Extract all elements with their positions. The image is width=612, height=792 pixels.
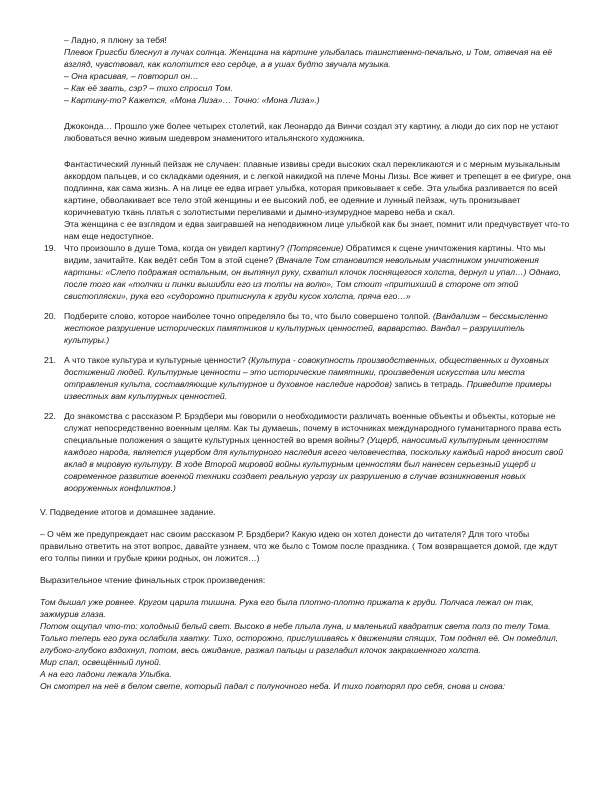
question-item (44, 310, 572, 346)
paragraph-landscape: Фантастический лунный пейзаж не случаен: плавные извивы среди высоких скал перекликаются и с мерным музыкальным аккордом пальцев, и со складками одеяния, и с легкой накидкой на плече Моны Лизы. Все живет и трепещет в ее фигуре, она подлинна, как сама жизнь. А на лице ее едва играет улыбка, которая приковывает к себе. Эта улыбка разливается по всей картине, обволакивает все тело этой женщины и ее высокий лоб, ее одеяние и лунный пейзаж, чуть пронизывает коричневатую ткань платья с золотистыми переливами и дымно-изумрудное марево неба и скал. (64, 159, 571, 217)
dialog-line: Плевок Григсби блеснул в лучах солнца. Женщина на картине улыбалась таинственно-печально, и Том, отвечая на её взгляд, чувствовал, как колотится его сердце, а в ушах будто звучала музыка. (64, 47, 553, 69)
question-number: 19. (44, 243, 56, 253)
dialog-line: – Ладно, я плюну за тебя! (64, 35, 167, 45)
question-item (44, 242, 572, 302)
dialog-line: – Как её звать, сэр? – тихо спросил Том. (64, 83, 233, 93)
question-text: До знакомства с рассказом Р. Брэдбери мы говорили о необходимости различать военные объекты и объекты, которые не служат непосредственно военным целям. Как ты думаешь, почему в источниках международного гуманитарного права есть специальные положения о защите культурных ценностей во время войны? (Ущерб, наносимый культурным ценностям каждого народа, является ущербом для культурного наследия всего человечества, поскольку каждый народ вносит свой вклад в мировую культуру. В ходе Второй мировой войны культурным ценностям был нанесен серьезный ущерб и современное развитие военной техники создает реальную угрозу их разрушению в случае возникновения новых вооруженных конфликтов.) (64, 411, 563, 493)
final-line: А на его ладони лежала Улыбка. (40, 669, 172, 679)
question-text: А что такое культура и культурные ценности? (Культура - совокупность производственных, общественных и духовных достижений людей. Культурные ценности – это исторические памятники, произведения искусства или места отправления культа, составляющие культурное и духовное наследие народов) запись в тетрадь. Приведите примеры известных вам культурных ценностей. (64, 355, 552, 401)
question-number: 22. (44, 411, 56, 421)
reading-label: Выразительное чтение финальных строк произведения: (40, 575, 266, 585)
question-item (44, 410, 572, 494)
question-item (44, 354, 572, 402)
dialog-block (64, 34, 572, 106)
section-intro: – О чём же предупреждает нас своим рассказом Р. Брэдбери? Какую идею он хотел донести до читателя? Для того чтобы правильно ответить на этот вопрос, давайте узнаем, что же было с Томом после праздника. ( Том возвращается домой, где ждут его толпы пинки и грубые крики родных, он ложится…) (40, 529, 558, 563)
question-number: 21. (44, 355, 56, 365)
final-line: Мир спал, освещённый луной. (40, 657, 162, 667)
paragraph-gioconda: Джоконда… Прошло уже более четырех столетий, как Леонардо да Винчи создал эту картину, а люди до сих пор не устают любоваться вечно живым шедевром знаменитого итальянского художника. (64, 121, 559, 143)
question-text: Подберите слово, которое наиболее точно определяло бы то, что было совершено толпой. (Вандализм – бессмысленно жестокое разрушение исторических памятников и культурных ценностей, варварство. Вандал – разрушитель культуры.) (64, 311, 548, 345)
final-lines (40, 596, 572, 692)
section-title: V. Подведение итогов и домашнее задание. (40, 507, 216, 517)
final-line: Том дышал уже ровнее. Кругом царила тишина. Рука его была плотно-плотно прижата к груди. Полчаса лежал он так, зажмурив глаза. (40, 597, 534, 619)
dialog-line: – Картину-то? Кажется, «Мона Лиза»… Точно: «Мона Лиза».) (64, 95, 320, 105)
final-line: Он смотрел на неё в белом свете, который падал с полуночного неба. И тихо повторял про себя, снова и снова: (40, 681, 506, 691)
paragraph-gaze: Эта женщина с ее взглядом и едва заигравшей на неподвижном лице улыбкой как бы знает, помнит или предчувствует что-то нам еще недоступное. (64, 219, 570, 241)
question-text: Что произошло в душе Тома, когда он увидел картину? (Потрясение) Обратимся к сцене уничтожения картины. Что мы видим, зачитайте. Как ведёт себя Том в этой сцене? (Вначале Том становится невольным участником уничтожения картины: «Слепо подражая остальным, он вытянул руку, схватил клочок лоснящегося холста, дернул и упал…) Однако, после того как «толчки и пинки вышибли его из толпы на волю», Том стоит «притихший в стороне от этой свистопляски», рука его «судорожно притиснула к груди кусок холста, пряча его…» (64, 243, 562, 301)
dialog-line: – Она красивая, – повторил он… (64, 71, 199, 81)
question-list (44, 242, 572, 494)
final-line: Потом ощупал что-то: холодный белый свет. Высоко в небе плыла луна, и маленький квадратик света полз по телу Тома. Только теперь его рука ослабила хватку. Тихо, осторожно, прислушиваясь к движениям спящих, Том поднял её. Он помедлил, глубоко-глубоко вздохнул, потом, весь ожидание, разжал пальцы и разгладил клочок закрашенного холста. (40, 621, 559, 655)
question-number: 20. (44, 311, 56, 321)
